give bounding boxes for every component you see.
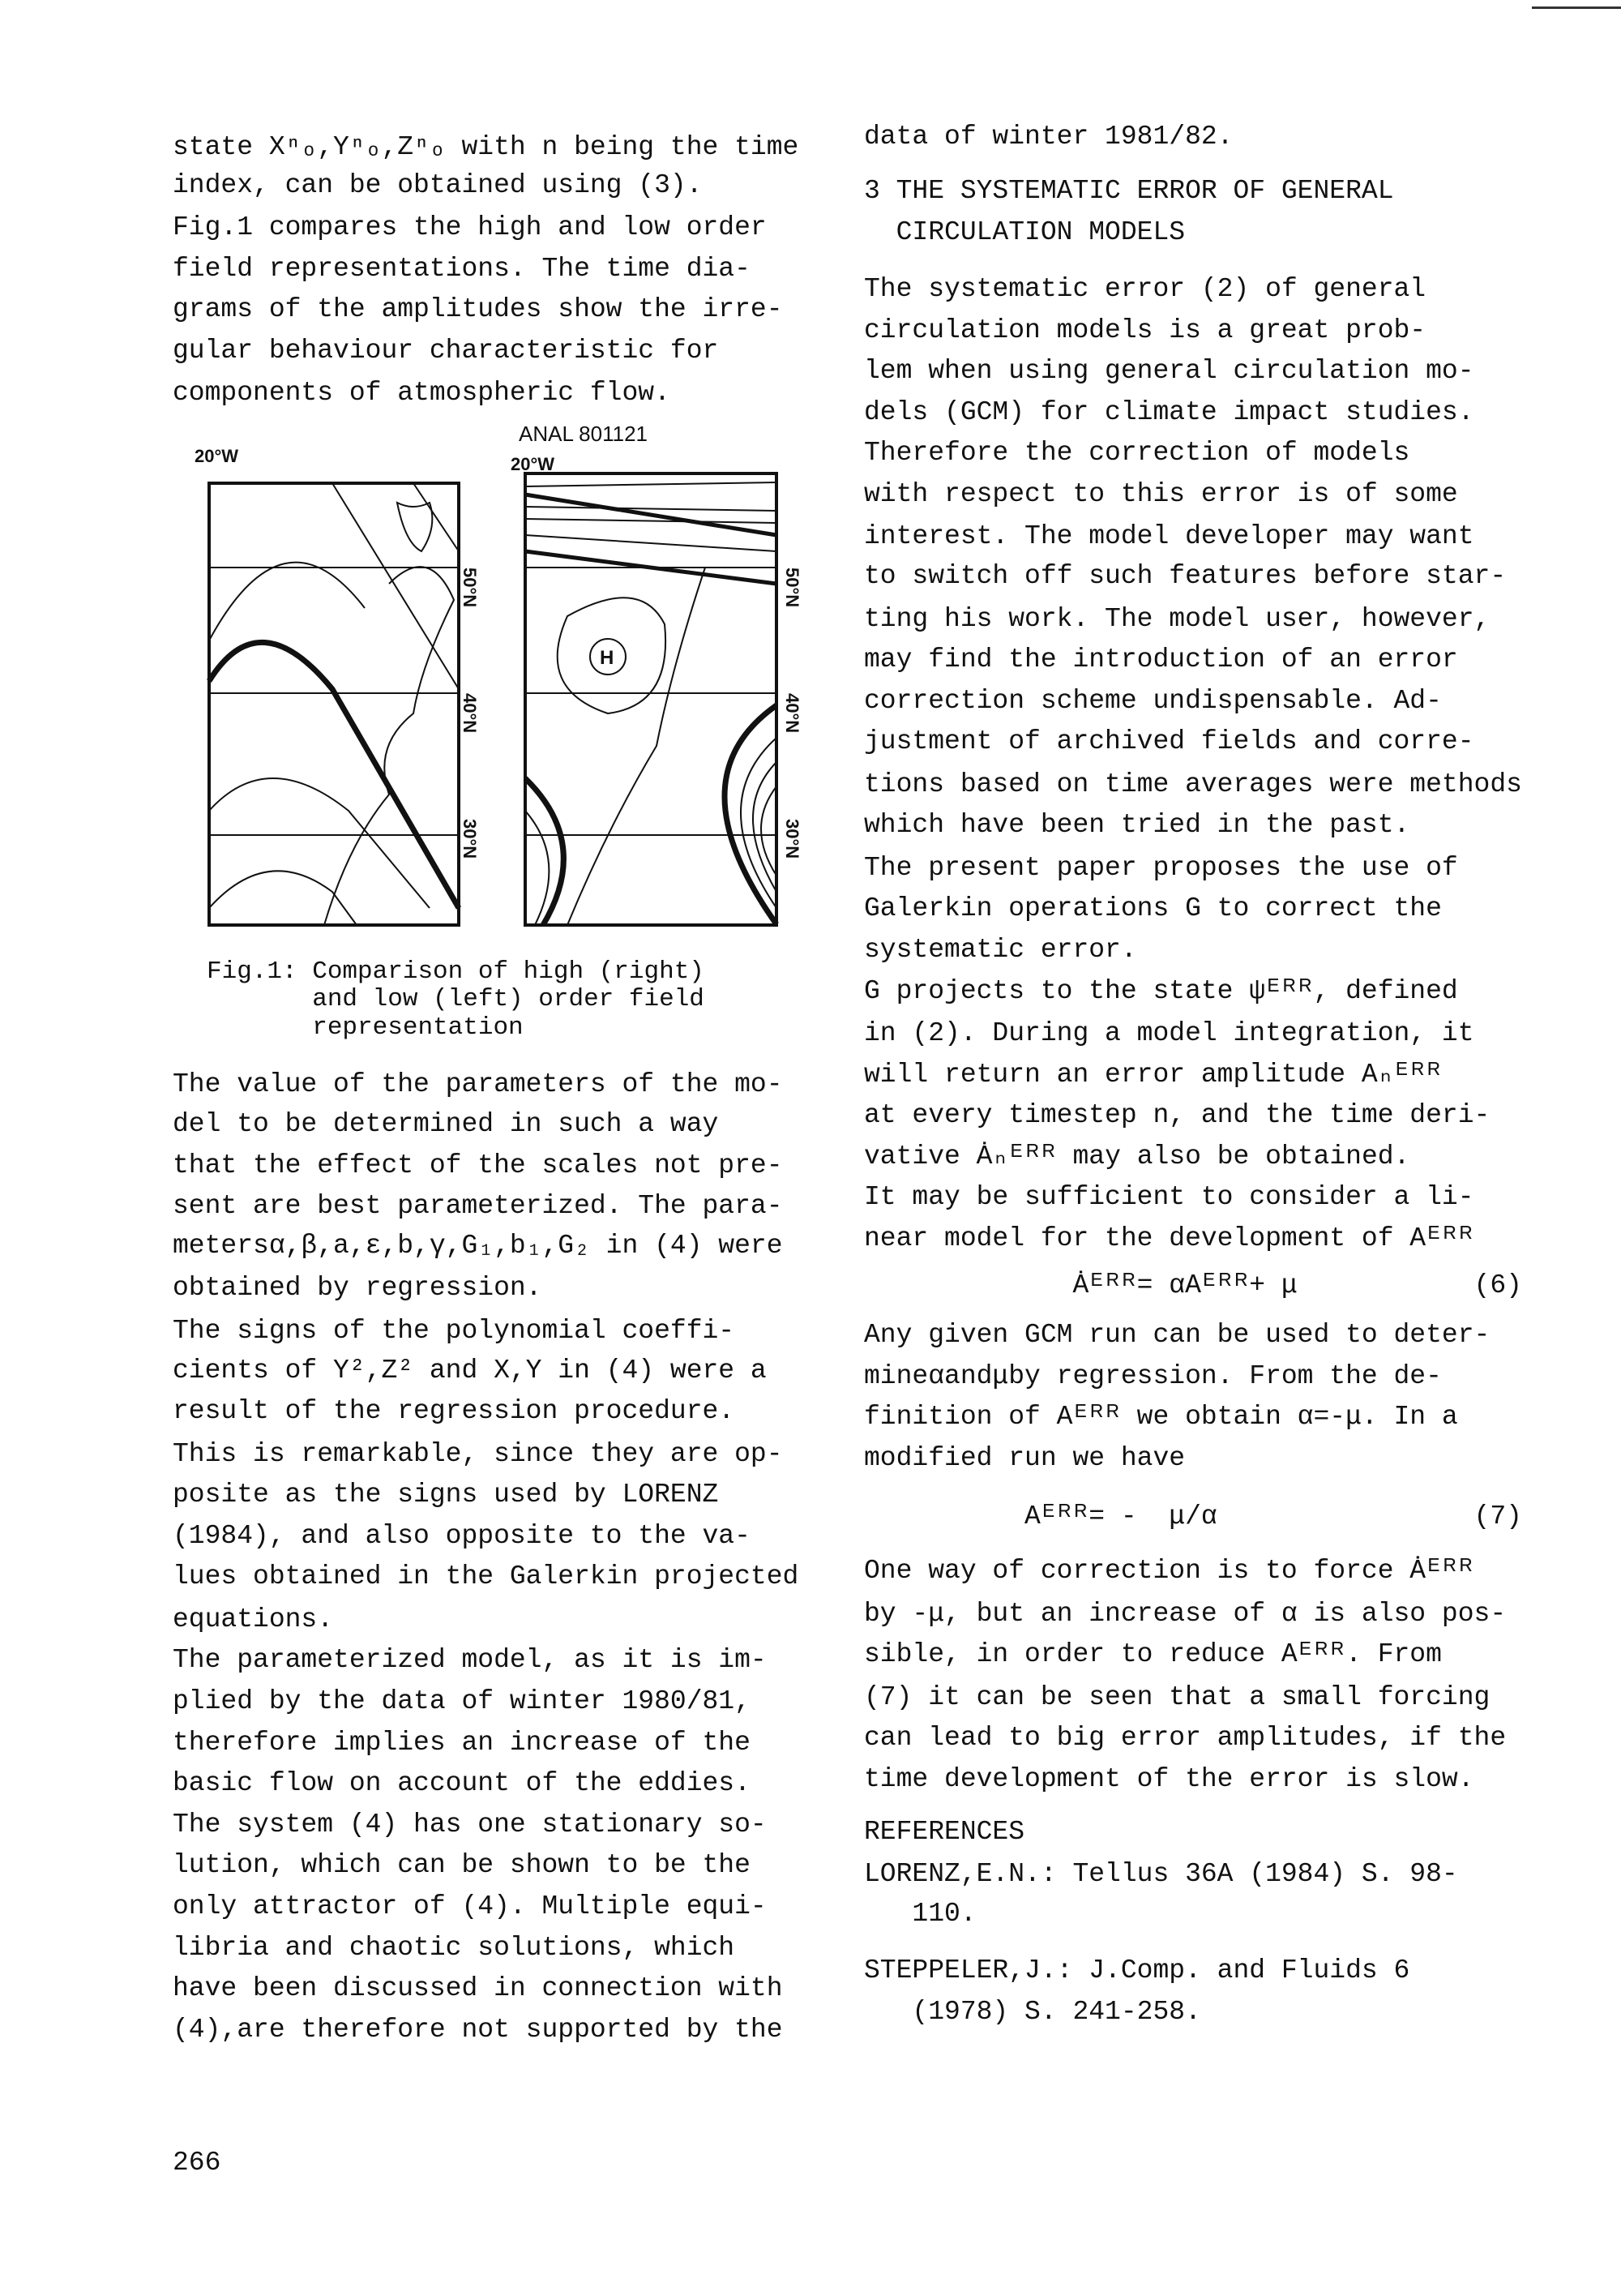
text-line: to switch off such features before star- <box>864 561 1507 591</box>
text-line: in (2). During a model integration, it <box>864 1018 1474 1048</box>
text-line: modified run we have <box>864 1443 1186 1473</box>
text-line: which have been tried in the past. <box>864 810 1410 840</box>
lat-label-30-right: 30°N <box>782 819 802 859</box>
text-line: with respect to this error is of some <box>864 479 1458 509</box>
text-line: tions based on time averages were methods <box>864 769 1522 799</box>
text-line: (1978) S. 241-258. <box>864 1997 1201 2027</box>
text-line: systematic error. <box>864 935 1137 965</box>
text-line: interest. The model developer may want <box>864 521 1474 551</box>
text-line: equations. <box>173 1604 334 1634</box>
text-line: The signs of the polynomial coeffi- <box>173 1316 735 1346</box>
text-line: (4),are therefore not supported by the <box>173 2015 783 2045</box>
text-line: will return an error amplitude Aₙᴱᴿᴿ <box>864 1060 1442 1090</box>
text-line: Aᴱᴿᴿ= - μ/α (7) <box>864 1501 1522 1531</box>
text-line: 110. <box>864 1899 977 1929</box>
caption-line: representation <box>207 1013 524 1042</box>
text-line: sent are best parameterized. The para- <box>173 1191 783 1221</box>
text-line: by -μ, but an increase of α is also pos- <box>864 1599 1507 1629</box>
text-line: state Xⁿₒ,Yⁿₒ,Zⁿₒ with n being the time <box>173 132 799 162</box>
page-number: 266 <box>173 2148 221 2178</box>
high-order-map <box>525 473 776 925</box>
text-line: dels (GCM) for climate impact studies. <box>864 397 1474 427</box>
figure-title: ANAL 801121 <box>519 422 648 446</box>
text-line: components of atmospheric flow. <box>173 378 670 408</box>
text-line: Fig.1 compares the high and low order <box>173 212 767 242</box>
text-line: STEPPELER,J.: J.Comp. and Fluids 6 <box>864 1955 1410 1985</box>
text-line: data of winter 1981/82. <box>864 122 1234 152</box>
lat-label-40-right: 40°N <box>782 693 802 734</box>
text-line: near model for the development of Aᴱᴿᴿ <box>864 1223 1474 1253</box>
figure-maps <box>186 422 802 940</box>
text-line: del to be determined in such a way <box>173 1109 719 1139</box>
text-line: sible, in order to reduce Aᴱᴿᴿ. From <box>864 1639 1442 1669</box>
text-line: only attractor of (4). Multiple equi- <box>173 1891 767 1921</box>
lon-label-right: 20°W <box>511 454 555 474</box>
text-line: grams of the amplitudes show the irre- <box>173 294 783 324</box>
text-line: circulation models is a great prob- <box>864 315 1426 345</box>
text-line: ting his work. The model user, however, <box>864 604 1491 634</box>
text-line: finition of Aᴱᴿᴿ we obtain α=-μ. In a <box>864 1402 1458 1432</box>
text-line: CIRCULATION MODELS <box>864 217 1186 247</box>
text-line: 3 THE SYSTEMATIC ERROR OF GENERAL <box>864 176 1394 206</box>
text-line: The parameterized model, as it is im- <box>173 1645 767 1675</box>
text-line: The system (4) has one stationary so- <box>173 1810 767 1840</box>
text-line: correction scheme undispensable. Ad- <box>864 686 1442 716</box>
text-line: lem when using general circulation mo- <box>864 356 1474 386</box>
text-line: gular behaviour characteristic for <box>173 336 719 366</box>
text-line: (1984), and also opposite to the va- <box>173 1521 751 1551</box>
text-line: that the effect of the scales not pre- <box>173 1150 783 1180</box>
text-line: LORENZ,E.N.: Tellus 36A (1984) S. 98- <box>864 1859 1458 1889</box>
text-line: metersα,β,a,ε,b,γ,G₁,b₁,G₂ in (4) were <box>173 1231 783 1261</box>
text-line: Galerkin operations G to correct the <box>864 893 1442 923</box>
text-line: Therefore the correction of models <box>864 438 1410 468</box>
text-line: result of the regression procedure. <box>173 1396 735 1426</box>
text-line: therefore implies an increase of the <box>173 1728 751 1758</box>
text-line: basic flow on account of the eddies. <box>173 1768 751 1798</box>
text-line: The systematic error (2) of general <box>864 274 1426 304</box>
text-line: at every timestep n, and the time deri- <box>864 1100 1491 1130</box>
lon-label-left: 20°W <box>195 446 239 466</box>
text-line: index, can be obtained using (3). <box>173 170 703 200</box>
text-line: One way of correction is to force Ȧᴱᴿᴿ <box>864 1556 1474 1586</box>
page-edge-rule <box>1532 6 1621 9</box>
text-line: cients of Y²,Z² and X,Y in (4) were a <box>173 1356 767 1386</box>
text-line: Any given GCM run can be used to deter- <box>864 1320 1491 1350</box>
text-line: lues obtained in the Galerkin projected <box>173 1561 799 1591</box>
text-line: It may be sufficient to consider a li- <box>864 1182 1474 1212</box>
text-line: field representations. The time dia- <box>173 254 751 284</box>
text-line: posite as the signs used by LORENZ <box>173 1480 719 1510</box>
lat-label-50-left: 50°N <box>460 568 480 608</box>
text-line: The present paper proposes the use of <box>864 853 1458 883</box>
high-pressure-marker: H <box>600 647 614 669</box>
text-line: can lead to big error amplitudes, if the <box>864 1723 1507 1753</box>
text-line: G projects to the state ψᴱᴿᴿ, defined <box>864 976 1458 1006</box>
text-line: Ȧᴱᴿᴿ= αAᴱᴿᴿ+ μ (6) <box>864 1270 1522 1300</box>
text-line: mineαandμby regression. From the de- <box>864 1361 1442 1391</box>
text-line: The value of the parameters of the mo- <box>173 1069 783 1099</box>
text-line: may find the introduction of an error <box>864 645 1458 675</box>
caption-line: and low (left) order field <box>207 985 704 1013</box>
text-line: vative Ȧₙᴱᴿᴿ may also be obtained. <box>864 1142 1410 1172</box>
text-line: plied by the data of winter 1980/81, <box>173 1686 751 1716</box>
text-line: lution, which can be shown to be the <box>173 1850 751 1880</box>
text-line: have been discussed in connection with <box>173 1973 783 2003</box>
caption-line: Fig.1: Comparison of high (right) <box>207 957 704 986</box>
low-order-map <box>209 483 459 925</box>
text-line: REFERENCES <box>864 1817 1025 1847</box>
text-line: This is remarkable, since they are op- <box>173 1439 783 1469</box>
text-line: justment of archived fields and corre- <box>864 726 1474 756</box>
lat-label-40-left: 40°N <box>460 693 480 734</box>
text-line: (7) it can be seen that a small forcing <box>864 1682 1491 1712</box>
text-line: time development of the error is slow. <box>864 1764 1474 1794</box>
lat-label-50-right: 50°N <box>782 568 802 608</box>
lat-label-30-left: 30°N <box>460 819 480 859</box>
text-line: obtained by regression. <box>173 1273 542 1303</box>
text-line: libria and chaotic solutions, which <box>173 1933 735 1963</box>
